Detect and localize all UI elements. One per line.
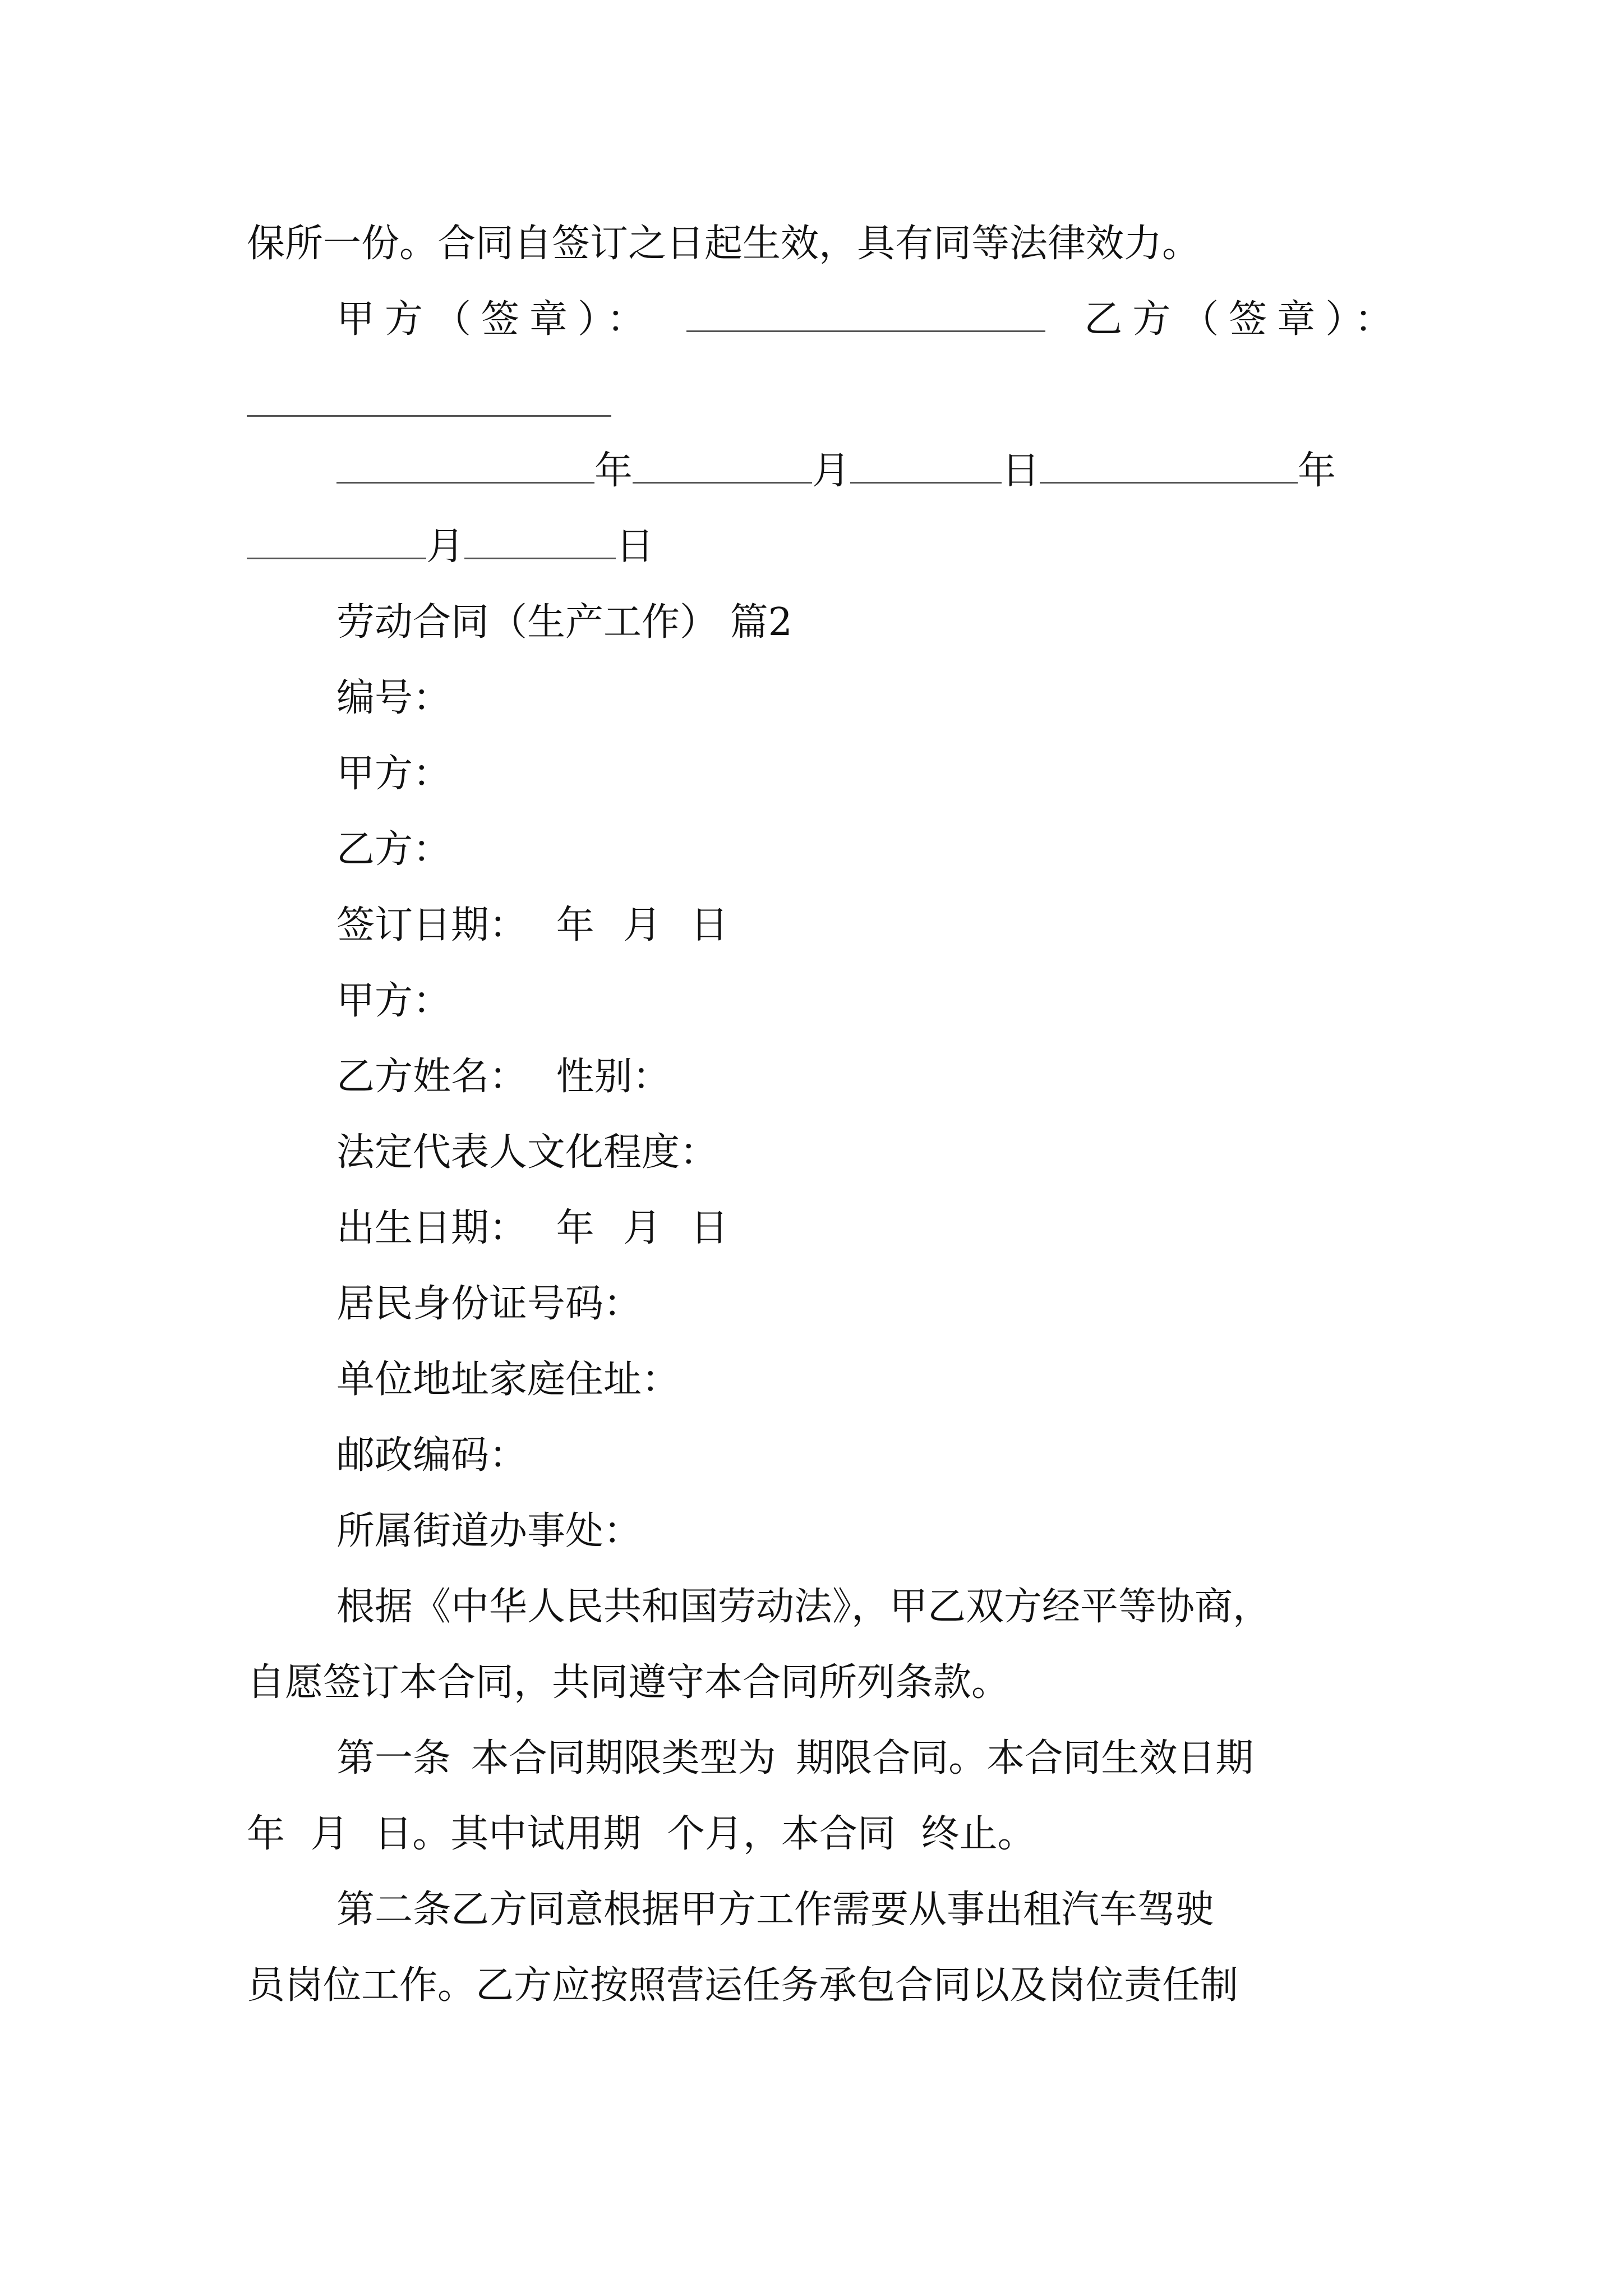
party-a-signature-blank [686,297,1045,332]
date-blank [633,448,812,484]
paragraph-line: 年 月 日。其中试用期 个月，本合同 终止。 [247,1812,1036,1856]
field-label: 出生日期： 年 月 日 [336,1206,728,1250]
field-label: 乙方： [336,827,451,872]
party-b-signature-label: 乙方（签章）： [1084,297,1403,342]
date-month-label: 月 [812,449,851,493]
paragraph-line: 根据《中华人民共和国劳动法》，甲乙双方经平等协商， [336,1585,1271,1629]
field-label: 甲方： [336,752,451,796]
field-label: 单位地址家庭住址： [336,1358,680,1402]
paragraph-line: 第二条乙方同意根据甲方工作需要从事出租汽车驾驶 [336,1888,1214,1932]
field-label: 邮政编码： [336,1433,528,1478]
date-year-label: 年 [594,449,633,493]
party-a-signature-label: 甲方（签章）： [336,297,656,342]
date-line [336,443,1336,499]
field-label: 乙方姓名： 性别： [336,1055,671,1099]
field-label: 法定代表人文化程度： [336,1130,718,1175]
date-blank [850,448,1002,484]
field-label: 所属街道办事处： [336,1509,642,1553]
signature-line [336,292,1403,348]
date-month-label: 月 [426,524,465,569]
party-b-signature-blank [247,381,611,417]
text-line: 保所一份。合同自签订之日起生效，具有同等法律效力。 [247,222,1201,266]
field-label: 居民身份证号码： [336,1282,642,1326]
date-day-label: 日 [616,524,654,569]
date-year-label: 年 [1298,449,1336,493]
field-label: 编号： [336,676,451,720]
date-blank [1040,448,1298,484]
section-title: 劳动合同（生产工作） 篇2 [336,600,792,645]
date-blank [247,524,426,559]
paragraph-line: 第一条 本合同期限类型为 期限合同。本合同生效日期 [336,1736,1254,1780]
paragraph-line: 员岗位工作。乙方应按照营运任务承包合同以及岗位责任制 [247,1963,1239,2008]
date-day-label: 日 [1002,449,1040,493]
date-blank [464,524,616,559]
date-line [247,519,654,575]
field-label: 甲方： [336,979,451,1023]
paragraph-line: 自愿签订本合同，共同遵守本合同所列条款。 [247,1660,1010,1705]
date-blank [336,448,594,484]
field-label: 签订日期： 年 月 日 [336,903,728,947]
